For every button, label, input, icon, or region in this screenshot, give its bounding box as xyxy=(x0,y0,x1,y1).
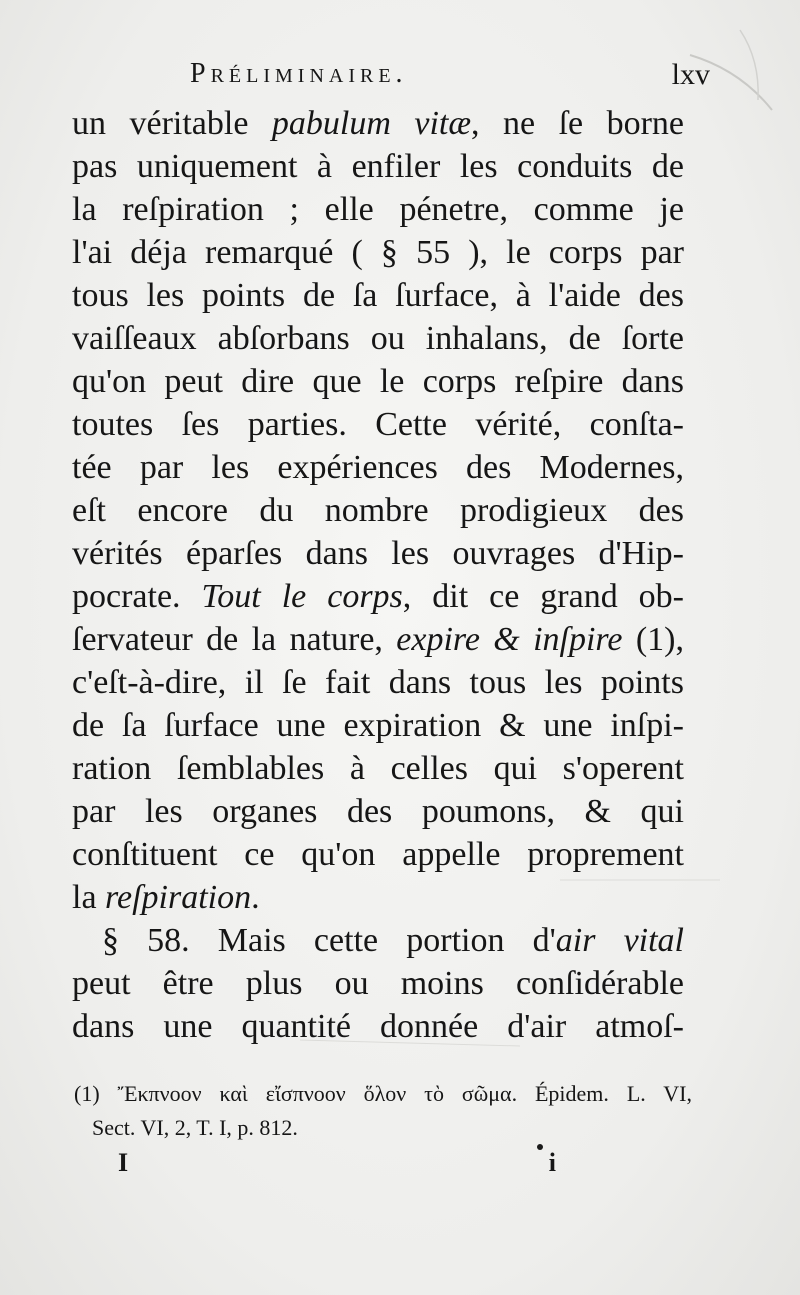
text-line: qu'on peut dire que le corps reſpire dans xyxy=(72,363,684,400)
text-line: eſt encore du nombre prodigieux des xyxy=(72,492,684,529)
text-line: tous les points de ſa ſurface, à l'aide des xyxy=(72,277,684,314)
text-line: par les organes des poumons, & qui xyxy=(72,793,684,830)
body-text xyxy=(72,102,684,1048)
text-line: c'eſt-à-dire, il ſe fait dans tous les points xyxy=(72,664,684,701)
text-line: vérités éparſes dans les ouvrages d'Hip- xyxy=(72,535,684,572)
running-header xyxy=(190,58,710,98)
text-line: un véritable pabulum vitæ, ne ſe borne xyxy=(72,105,684,142)
footnote-line: Sect. VI, 2, T. I, p. 812. xyxy=(92,1115,298,1140)
text-line: ration ſemblables à celles qui s'operent xyxy=(72,750,684,787)
text-line: § 58. Mais cette portion d'air vital xyxy=(102,922,685,959)
text-line: pas uniquement à enfiler les conduits de xyxy=(72,148,684,185)
page-number: lxv xyxy=(671,58,710,91)
text-line: pocrate. Tout le corps, dit ce grand ob- xyxy=(72,578,684,615)
footnote-line: (1) Ἔκπνοον καὶ εἴσπνοον ὅλον τὸ σῶμα. Épidem. L. VI, xyxy=(74,1081,692,1106)
text-line: de ſa ſurface une expiration & une inſpi- xyxy=(72,707,684,744)
signature-marks xyxy=(118,1148,556,1188)
text-line: toutes ſes parties. Cette vérité, conſta- xyxy=(72,406,684,443)
text-line: ſervateur de la nature, expire & inſpire (1), xyxy=(72,621,684,658)
text-line: peut être plus ou moins conſidérable xyxy=(72,965,684,1002)
text-line: conſtituent ce qu'on appelle proprement xyxy=(72,836,684,873)
text-line: l'ai déja remarqué ( § 55 ), le corps par xyxy=(72,234,684,271)
signature-mark-right: i xyxy=(548,1148,556,1177)
footnote xyxy=(74,1077,692,1145)
text-line: tée par les expériences des Modernes, xyxy=(72,449,684,486)
text-line: la reſpiration ; elle pénetre, comme je xyxy=(72,191,684,228)
text-line: vaiſſeaux abſorbans ou inhalans, de ſorte xyxy=(72,320,684,357)
text-line: dans une quantité donnée d'air atmoſ- xyxy=(72,1008,684,1045)
running-title: Préliminaire. xyxy=(190,58,408,89)
text-line: la reſpiration. xyxy=(72,879,260,916)
signature-mark-left: I xyxy=(118,1148,129,1177)
